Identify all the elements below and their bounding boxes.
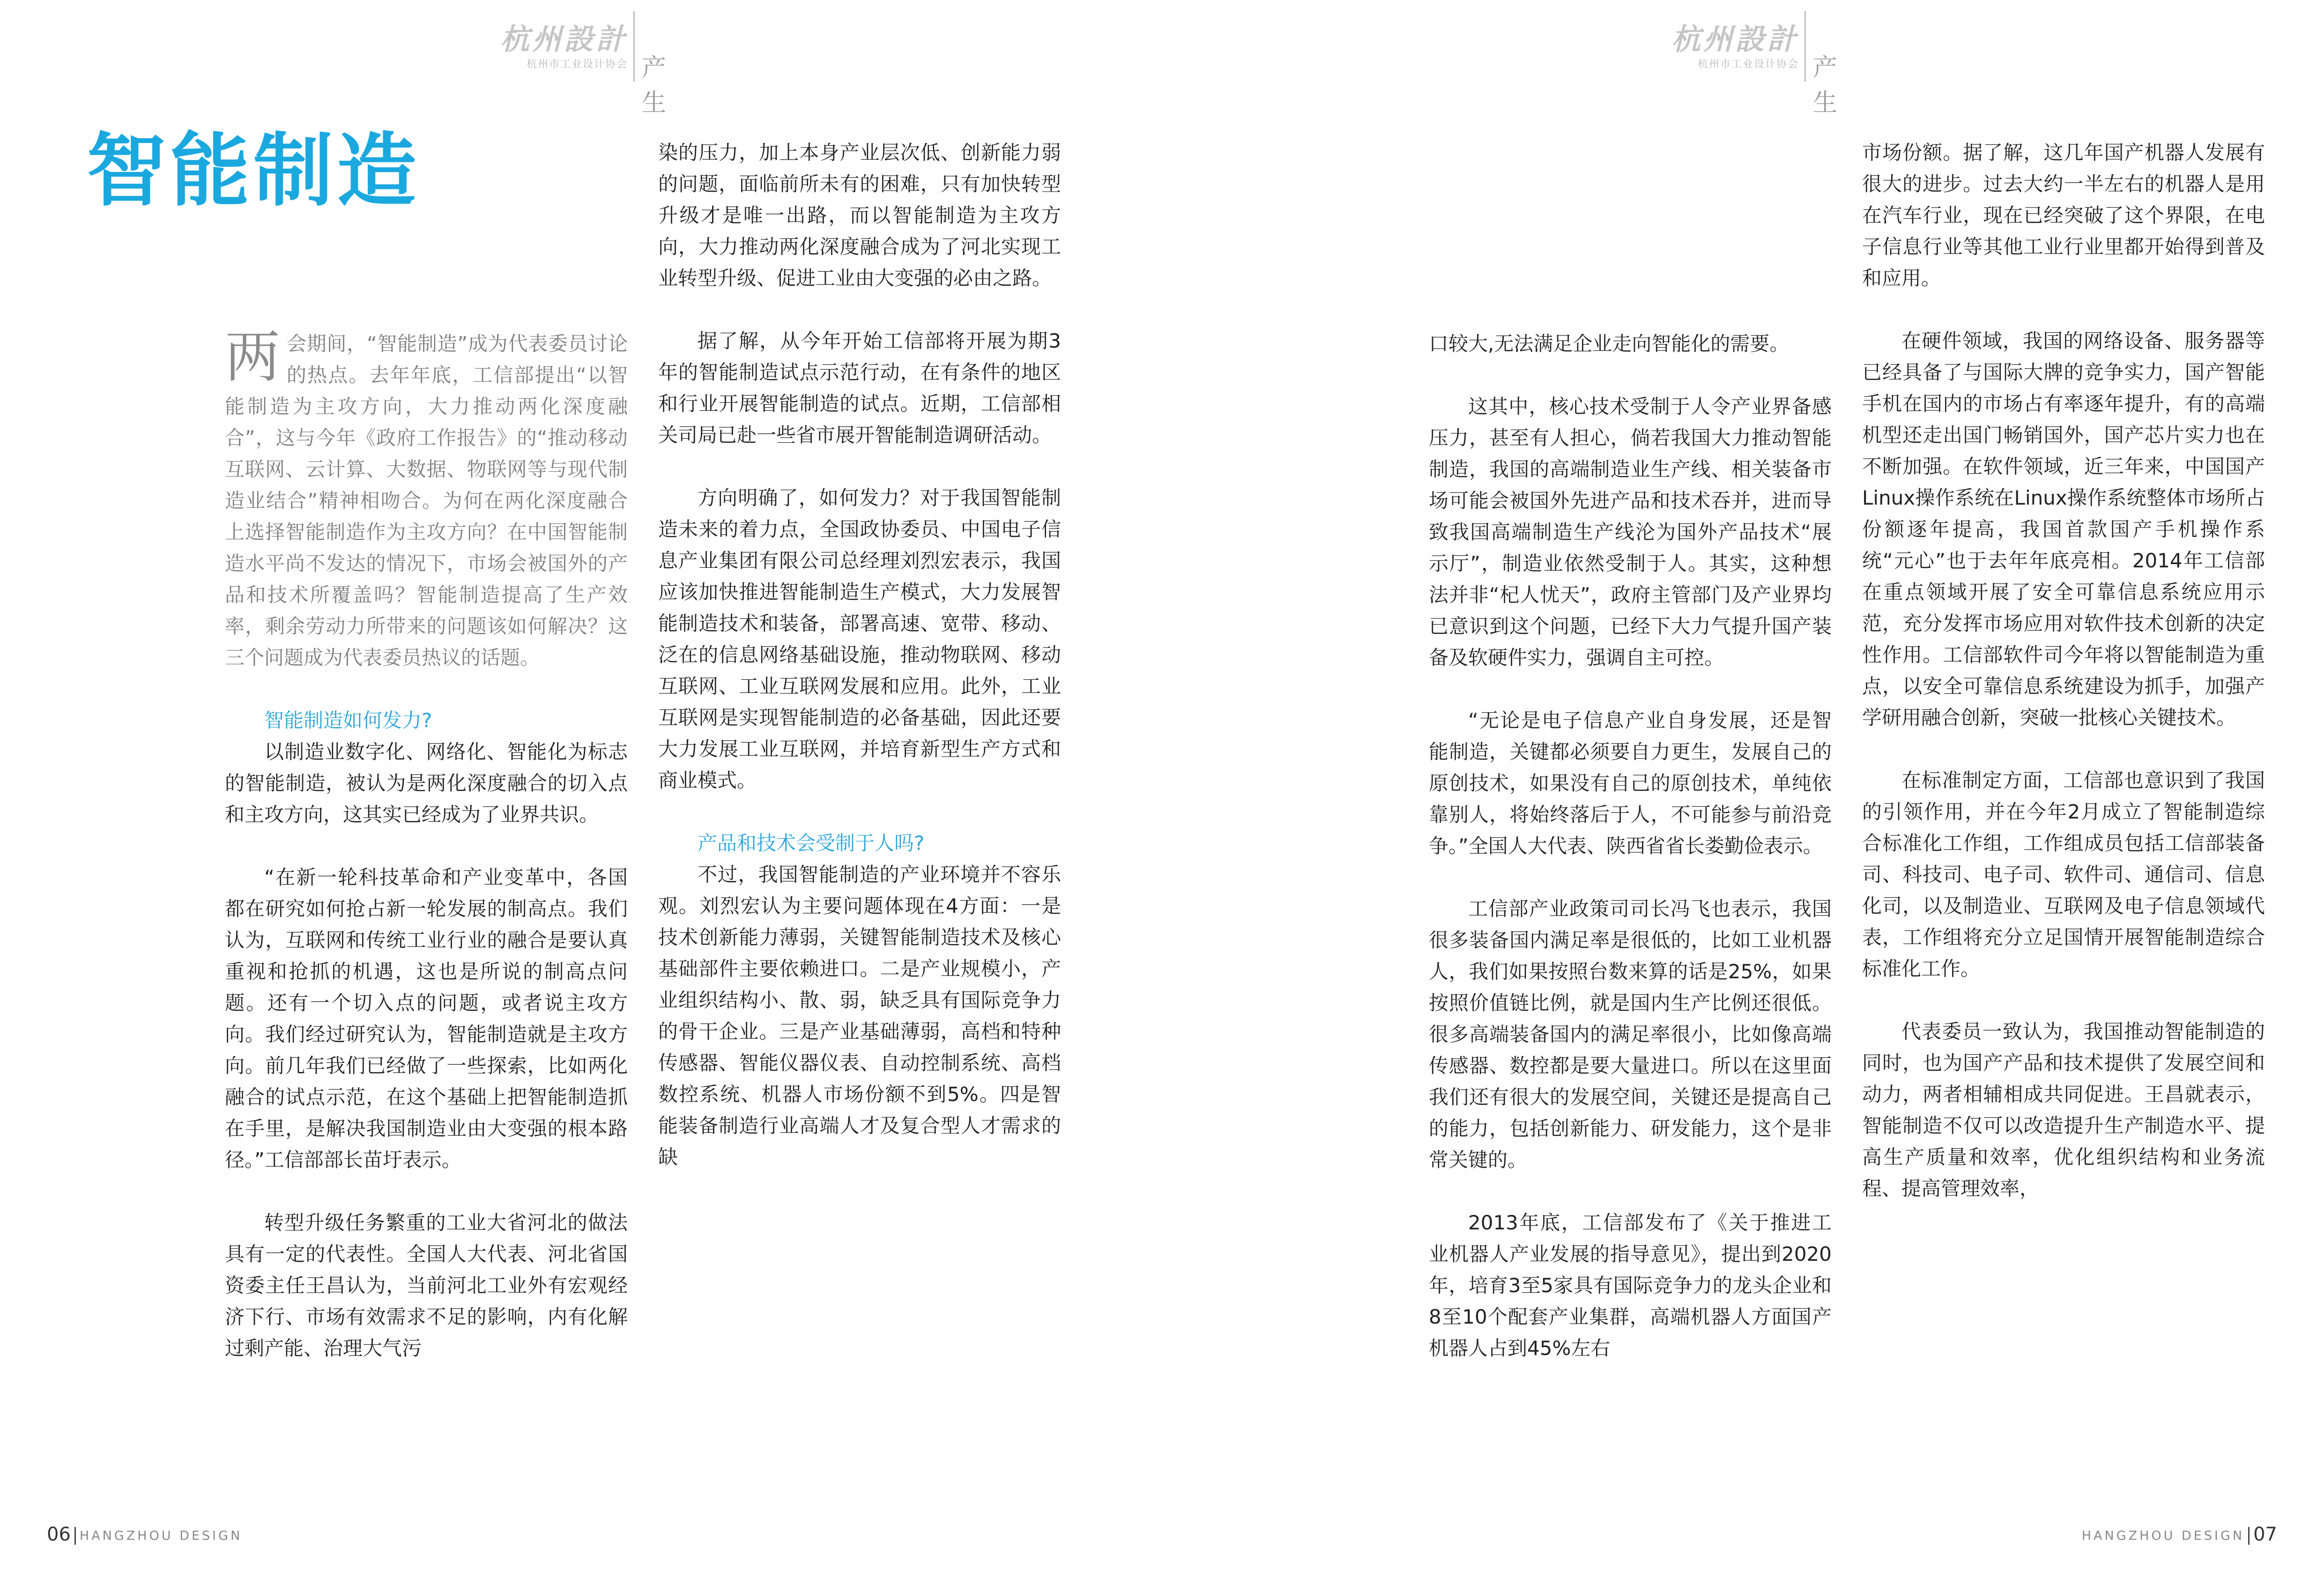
page-footer-left xyxy=(47,1524,242,1545)
body-paragraph: 在硬件领域，我国的网络设备、服务器等已经具备了与国际大牌的竞争实力，国产智能手机在国内的市场占有率逐年提升，有的高端机型还走出国门畅销国外，国产芯片实力也在不断加强。在软件领域，近三年来，中国国产Linux操作系统在Linux操作系统整体市场所占份额逐年提高，我国首款国产手机操作系统“元心”也于去年年底亮相。2014年工信部在重点领域开展了安全可靠信息系统应用示范，充分发挥市场应用对软件技术创新的决定性作用。工信部软件司今年将以智能制造为重点，以安全可靠信息系统建设为抓手，加强产学研用融合创新，突破一批核心关键技术。 xyxy=(1862,329,2265,729)
body-paragraph: 这其中，核心技术受制于人令产业界备感压力，甚至有人担心，倘若我国大力推动智能制造，我国的高端制造业生产线、相关装备市场可能会被国外先进产品和技术吞并，进而导致我国高端制造生产线沦为国外产品技术“展示厅”，制造业依然受制于人。其实，这种想法并非“杞人忧天”，政府主管部门及产业界均已意识到这个问题，已经下大力气提升国产装备及软硬件实力，强调自主可控。 xyxy=(1429,395,1832,669)
body-paragraph: 方向明确了，如何发力？对于我国智能制造未来的着力点，全国政协委员、中国电子信息产业集团有限公司总经理刘烈宏表示，我国应该加快推进智能制造生产模式，大力发展智能制造技术和装备，部署高速、宽带、移动、泛在的信息网络基础设施，推动物联网、移动互联网、工业互联网发展和应用。此外，工业互联网是实现智能制造的必备基础，因此还要大力发展工业互联网，并培育新型生产方式和商业模式。 xyxy=(658,486,1061,792)
body-paragraph: 工信部产业政策司司长冯飞也表示，我国很多装备国内满足率是很低的，比如工业机器人，我们如果按照台数来算的话是25%，如果按照价值链比例，就是国内生产比例还很低。很多高端装备国内的满足率很小，比如像高端传感器、数控都是要大量进口。所以在这里面我们还有很大的发展空间，关键还是提高自己的能力，包括创新能力、研发能力，这个是非常关键的。 xyxy=(1429,897,1832,1171)
footer-brand: HANGZHOU DESIGN xyxy=(79,1528,243,1543)
subheading: 产品和技术会受制于人吗? xyxy=(698,832,925,855)
page-number: 07 xyxy=(2253,1524,2277,1545)
body-paragraph: 以制造业数字化、网络化、智能化为标志的智能制造，被认为是两化深度融合的切入点和主攻方向，这其实已经成为了业界共识。 xyxy=(225,740,628,826)
brand-subtitle: 杭州市工业设计协会 xyxy=(1697,59,1799,70)
brand-logo: 杭州設計 xyxy=(500,22,628,56)
body-paragraph: 转型升级任务繁重的工业大省河北的做法具有一定的代表性。全国人大代表、河北省国资委主任王昌认为，当前河北工业外有宏观经济下行、市场有效需求不足的影响，内有化解过剩产能、治理大气污 xyxy=(225,1211,628,1360)
masthead-right xyxy=(1658,11,1855,117)
article-column-4 xyxy=(1862,137,2265,1204)
body-paragraph: 染的压力，加上本身产业层次低、创新能力弱的问题，面临前所未有的困难，只有加快转型升级才是唯一出路，而以智能制造为主攻方向，大力推动两化深度融合成为了河北实现工业转型升级、促进工业由大变强的必由之路。 xyxy=(658,141,1061,290)
brand-subtitle: 杭州市工业设计协会 xyxy=(526,59,628,70)
drop-cap: 两 xyxy=(225,325,281,389)
intro-text: 会期间，“智能制造”成为代表委员讨论的热点。去年年底，工信部提出“以智能制造为主攻方向，大力推动两化深度融合”，这与今年《政府工作报告》的“推动移动互联网、云计算、大数据、物联网等与现代制造业结合”精神相吻合。为何在两化深度融合上选择智能制造作为主攻方向？在中国智能制造水平尚不发达的情况下，市场会被国外的产品和技术所覆盖吗？智能制造提高了生产效率，剩余劳动力所带来的问题该如何解决？这三个问题成为代表委员热议的话题。 xyxy=(225,332,628,669)
section-label: 产生 xyxy=(1813,54,1840,117)
subheading: 智能制造如何发力? xyxy=(264,709,432,732)
body-paragraph: 不过，我国智能制造的产业环境并不容乐观。刘烈宏认为主要问题体现在4方面：一是技术创新能力薄弱，关键智能制造技术及核心基础部件主要依赖进口。二是产业规模小，产业组织结构小、散、弱，缺乏具有国际竞争力的骨干企业。三是产业基础薄弱，高档和特种传感器、智能仪器仪表、自动控制系统、高档数控系统、机器人市场份额不到5%。四是智能装备制造行业高端人才及复合型人才需求的缺 xyxy=(658,863,1061,1169)
body-paragraph: “在新一轮科技革命和产业变革中，各国都在研究如何抢占新一轮发展的制高点。我们认为，互联网和传统工业行业的融合是要认真重视和抢抓的机遇，这也是所说的制高点问题。还有一个切入点的问题，或者说主攻方向。我们经过研究认为，智能制造就是主攻方向。前几年我们已经做了一些探索，比如两化融合的试点示范，在这个基础上把智能制造抓在手里，是解决我国制造业由大变强的根本路径。”工信部部长苗圩表示。 xyxy=(225,866,628,1171)
footer-divider xyxy=(74,1527,76,1545)
body-paragraph: “无论是电子信息产业自身发展，还是智能制造，关键都必须要自力更生，发展自己的原创技术，如果没有自己的原创技术，单纯依靠别人，将始终落后于人，不可能参与前沿竞争。”全国人大代表、陕西省省长娄勤俭表示。 xyxy=(1429,709,1832,857)
footer-divider xyxy=(2248,1527,2250,1545)
article-column-3 xyxy=(1429,328,1832,1364)
page-footer-right xyxy=(2082,1524,2277,1545)
body-paragraph: 据了解，从今年开始工信部将开展为期3年的智能制造试点示范行动，在有条件的地区和行业开展智能制造的试点。近期，工信部相关司局已赴一些省市展开智能制造调研活动。 xyxy=(658,329,1061,447)
masthead-divider xyxy=(633,11,635,82)
body-paragraph: 口较大,无法满足企业走向智能化的需要。 xyxy=(1429,332,1789,355)
body-paragraph: 2013年底，工信部发布了《关于推进工业机器人产业发展的指导意见》，提出到2020年，培育3至5家具有国际竞争力的龙头企业和8至10个配套产业集群，高端机器人方面国产机器人占到45%左右 xyxy=(1429,1211,1832,1360)
page-title: 智能制造 xyxy=(87,125,421,217)
intro-paragraph xyxy=(225,325,628,673)
brand-logo: 杭州設計 xyxy=(1671,22,1799,56)
masthead-divider xyxy=(1804,11,1806,82)
section-label: 产生 xyxy=(642,54,668,117)
article-column-1 xyxy=(225,325,628,1364)
body-paragraph: 代表委员一致认为，我国推动智能制造的同时，也为国产产品和技术提供了发展空间和动力，两者相辅相成共同促进。王昌就表示，智能制造不仅可以改造提升生产制造水平、提高生产质量和效率，优化组织结构和业务流程、提高管理效率， xyxy=(1862,1020,2265,1200)
right-page xyxy=(1162,0,2324,1578)
masthead-left xyxy=(487,11,684,117)
article-column-2 xyxy=(658,137,1061,1173)
body-paragraph: 市场份额。据了解，这几年国产机器人发展有很大的进步。过去大约一半左右的机器人是用在汽车行业，现在已经突破了这个界限，在电子信息行业等其他工业行业里都开始得到普及和应用。 xyxy=(1862,141,2265,290)
footer-brand: HANGZHOU DESIGN xyxy=(2081,1528,2245,1543)
body-paragraph: 在标准制定方面，工信部也意识到了我国的引领作用，并在今年2月成立了智能制造综合标准化工作组，工作组成员包括工信部装备司、科技司、电子司、软件司、通信司、信息化司，以及制造业、互联网及电子信息领域代表，工作组将充分立足国情开展智能制造综合标准化工作。 xyxy=(1862,769,2265,980)
page-number: 06 xyxy=(47,1524,71,1545)
